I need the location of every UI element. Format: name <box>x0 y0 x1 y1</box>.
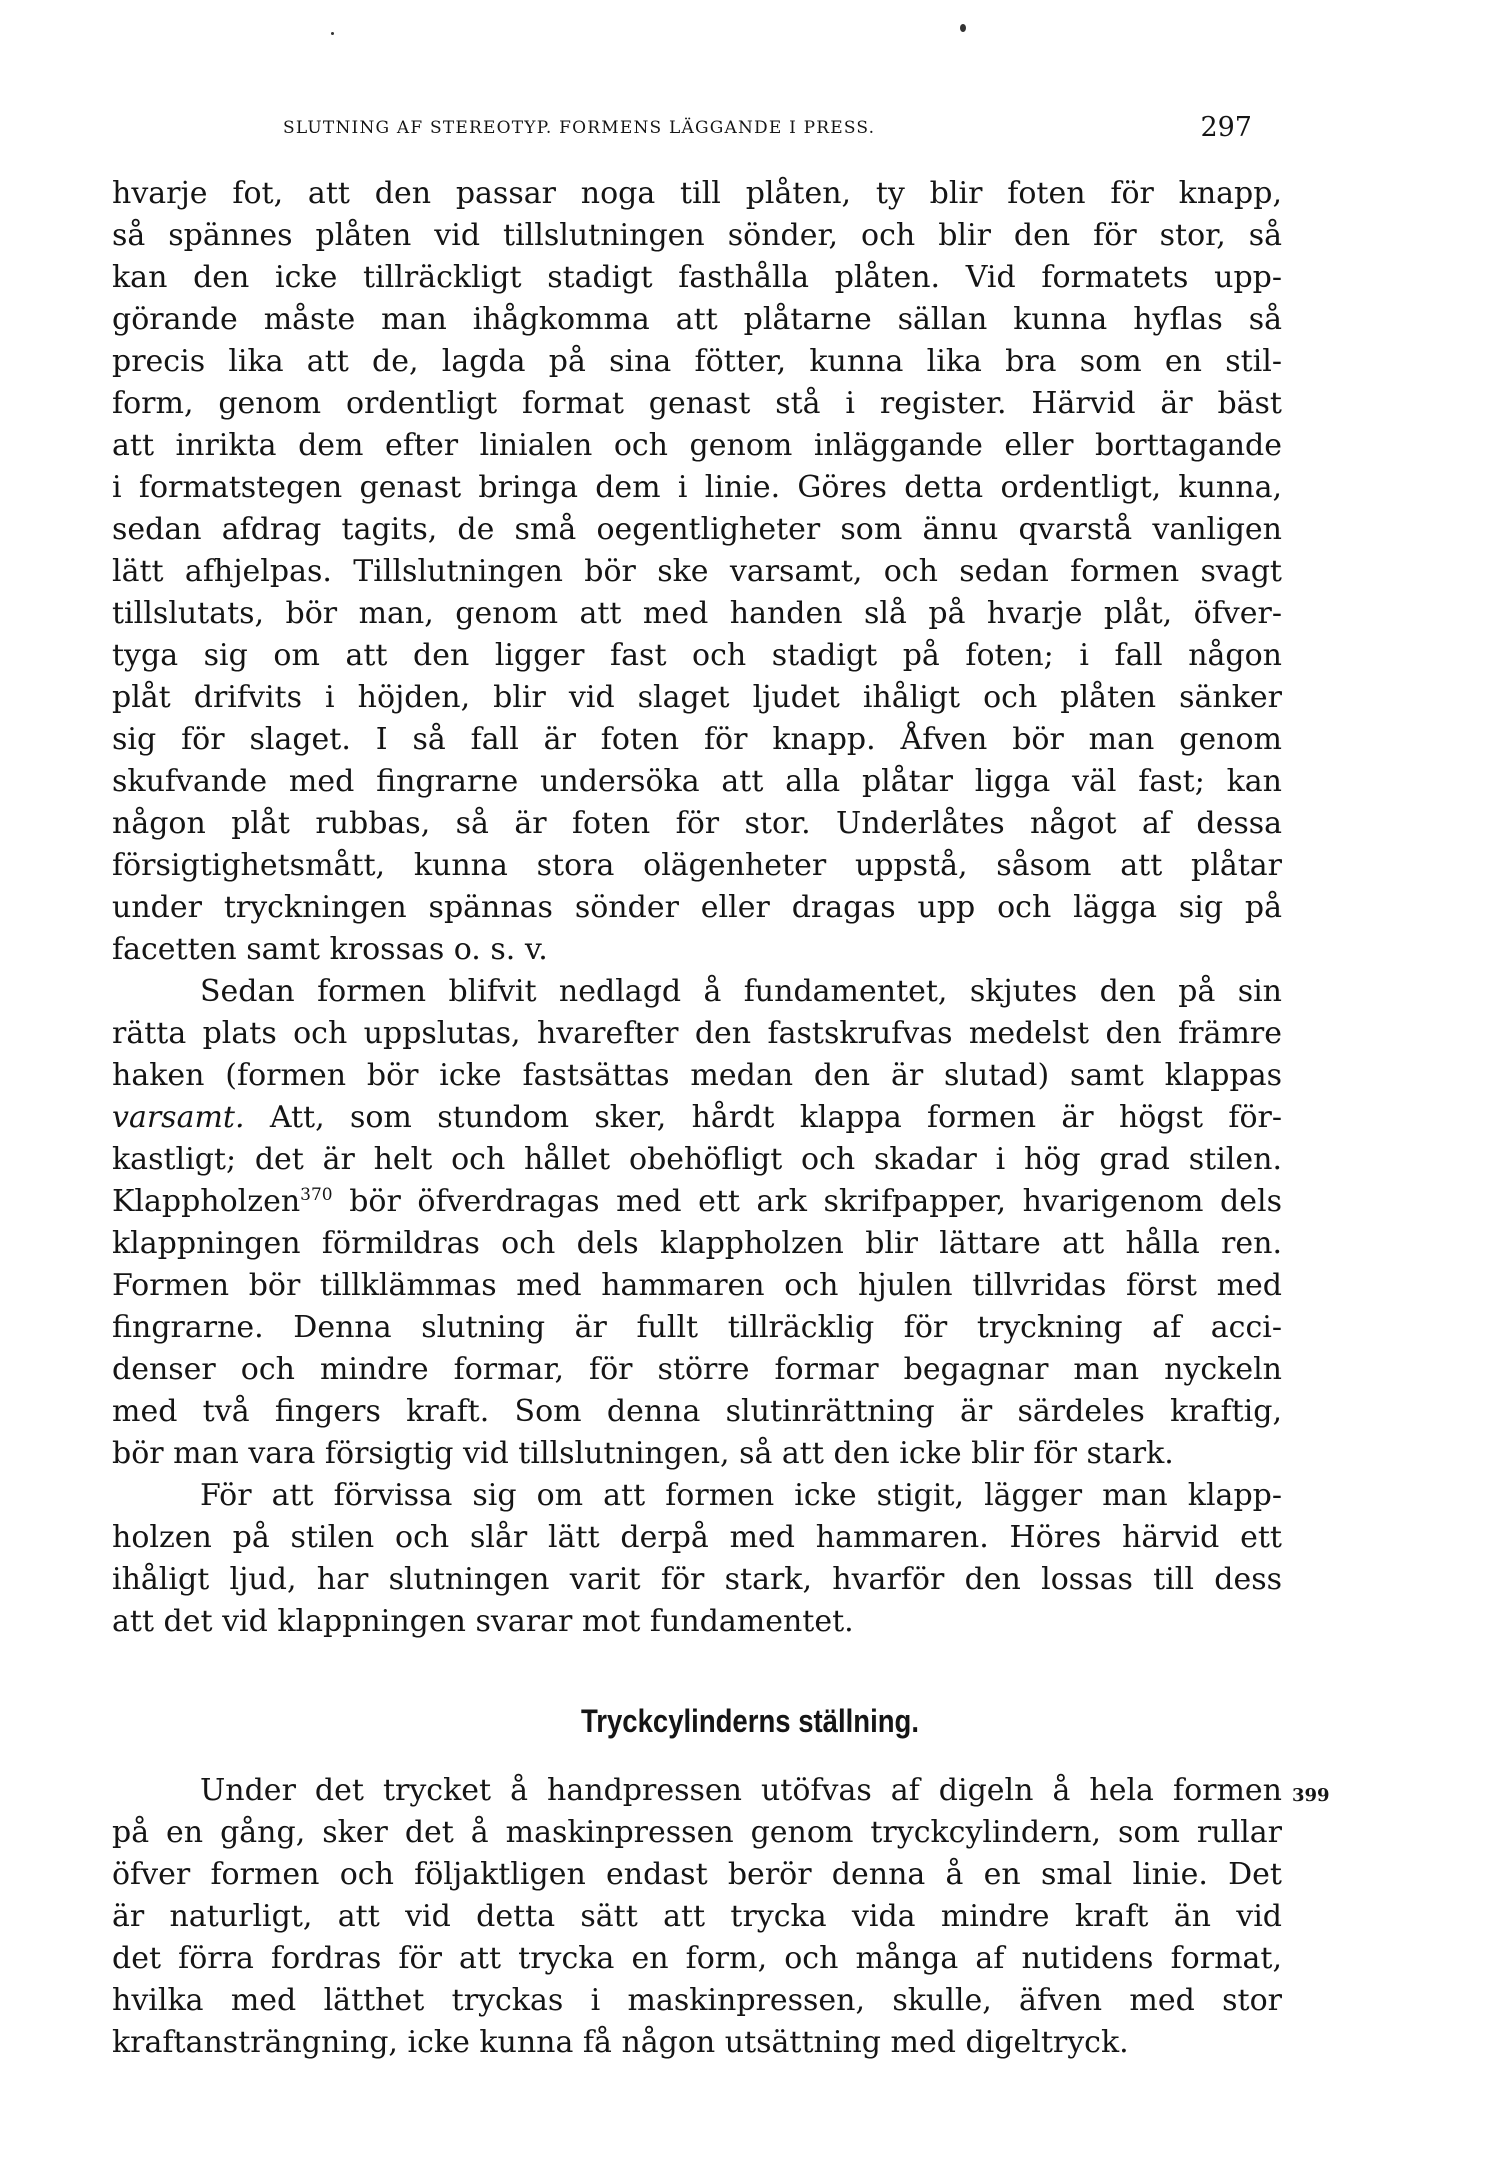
text-line: fingrarne. Denna slutning är fullt tillräcklig för tryckning af acci- <box>112 1310 1282 1345</box>
text-line: Formen bör tillklämmas med hammaren och hjulen tillvridas först med <box>112 1268 1282 1303</box>
text-run: Att, som stundom sker, hårdt klappa formen är högst för- <box>244 1100 1282 1135</box>
text-line: kastligt; det är helt och hållet obehöfligt och skadar i hög grad stilen. <box>112 1142 1282 1177</box>
text-line: klappningen förmildras och dels klappholzen blir lättare att hålla ren. <box>112 1226 1282 1261</box>
text-line: bör man vara försigtig vid tillslutningen, så att den icke blir för stark. <box>112 1436 1174 1471</box>
ink-speck <box>331 32 334 35</box>
text-line <box>112 1181 1282 1223</box>
text-line: plåt drifvits i höjden, blir vid slaget ljudet ihåligt och plåten sänker <box>112 680 1282 715</box>
text-line: så spännes plåten vid tillslutningen sönder, och blir den för stor, så <box>112 218 1282 253</box>
text-line: sedan afdrag tagits, de små oegentligheter som ännu qvarstå vanligen <box>112 512 1282 547</box>
text-line: kraftansträngning, icke kunna få någon utsättning med digeltryck. <box>112 2025 1129 2060</box>
text-line: Sedan formen blifvit nedlagd å fundamentet, skjutes den på sin <box>200 974 1282 1009</box>
text-line: görande måste man ihågkomma att plåtarne sällan kunna hyflas så <box>112 302 1282 337</box>
page-number: 297 <box>1200 112 1252 143</box>
footnote-ref: 370 <box>300 1185 333 1205</box>
text-line: det förra fordras för att trycka en form, och många af nutidens format, <box>112 1941 1282 1976</box>
running-head <box>168 112 1252 148</box>
text-line: att det vid klappningen svarar mot fundamentet. <box>112 1604 854 1639</box>
text-line: att inrikta dem efter linialen och genom inläggande eller borttagande <box>112 428 1282 463</box>
text-line: denser och mindre formar, för större formar begagnar man nyckeln <box>112 1352 1282 1387</box>
text-line: tyga sig om att den ligger fast och stadigt på foten; i fall någon <box>112 638 1282 673</box>
text-line: ihåligt ljud, har slutningen varit för stark, hvarför den lossas till dess <box>112 1562 1282 1597</box>
text-run: bör öfverdragas med ett ark skrifpapper, hvarigenom dels <box>332 1184 1282 1219</box>
marginal-section-number: 399 <box>1292 1785 1330 1806</box>
text-line: någon plåt rubbas, så är foten för stor. Underlåtes något af dessa <box>112 806 1282 841</box>
text-line <box>112 1097 1282 1139</box>
text-line: rätta plats och uppslutas, hvarefter den fastskrufvas medelst den främre <box>112 1016 1282 1051</box>
text-line: facetten samt krossas o. s. v. <box>112 932 548 967</box>
running-title: SLUTNING AF STEREOTYP. FORMENS LÄGGANDE I PRESS. <box>283 118 876 138</box>
text-line: öfver formen och följaktligen endast berör denna å en smal linie. Det <box>112 1857 1282 1892</box>
text-run: Klappholzen <box>112 1184 301 1219</box>
text-line: hvilka med lätthet tryckas i maskinpressen, skulle, äfven med stor <box>112 1983 1282 2018</box>
text-line: holzen på stilen och slår lätt derpå med hammaren. Höres härvid ett <box>112 1520 1282 1555</box>
section-heading: Tryckcylinderns ställning. <box>580 1703 920 1739</box>
text-line: haken (formen bör icke fastsättas medan den är slutad) samt klappas <box>112 1058 1282 1093</box>
text-line: försigtighetsmått, kunna stora olägenheter uppstå, såsom att plåtar <box>112 848 1282 883</box>
text-line: skufvande med fingrarne undersöka att alla plåtar ligga väl fast; kan <box>112 764 1282 799</box>
text-line: på en gång, sker det å maskinpressen genom tryckcylindern, som rullar <box>112 1815 1282 1850</box>
text-line: kan den icke tillräckligt stadigt fasthålla plåten. Vid formatets upp- <box>112 260 1282 295</box>
text-line: tillslutats, bör man, genom att med handen slå på hvarje plåt, öfver- <box>112 596 1282 631</box>
emphasis-varsamt: varsamt. <box>112 1100 245 1135</box>
text-line: precis lika att de, lagda på sina fötter, kunna lika bra som en stil- <box>112 344 1282 379</box>
text-line: Under det trycket å handpressen utöfvas af digeln å hela formen <box>200 1773 1282 1808</box>
text-line: under tryckningen spännas sönder eller dragas upp och lägga sig på <box>112 890 1282 925</box>
text-line: är naturligt, att vid detta sätt att trycka vida mindre kraft än vid <box>112 1899 1282 1934</box>
text-line: hvarje fot, att den passar noga till plåten, ty blir foten för knapp, <box>112 176 1282 211</box>
text-line: med två fingers kraft. Som denna slutinrättning är särdeles kraftig, <box>112 1394 1282 1429</box>
text-line: lätt afhjelpas. Tillslutningen bör ske varsamt, och sedan formen svagt <box>112 554 1282 589</box>
text-line: För att förvissa sig om att formen icke stigit, lägger man klapp- <box>200 1478 1282 1513</box>
text-line: i formatstegen genast bringa dem i linie. Göres detta ordentligt, kunna, <box>112 470 1282 505</box>
text-line: sig för slaget. I så fall är foten för knapp. Åfven bör man genom <box>112 722 1282 757</box>
ink-speck <box>960 24 966 32</box>
text-line: form, genom ordentligt format genast stå i register. Härvid är bäst <box>112 386 1282 421</box>
